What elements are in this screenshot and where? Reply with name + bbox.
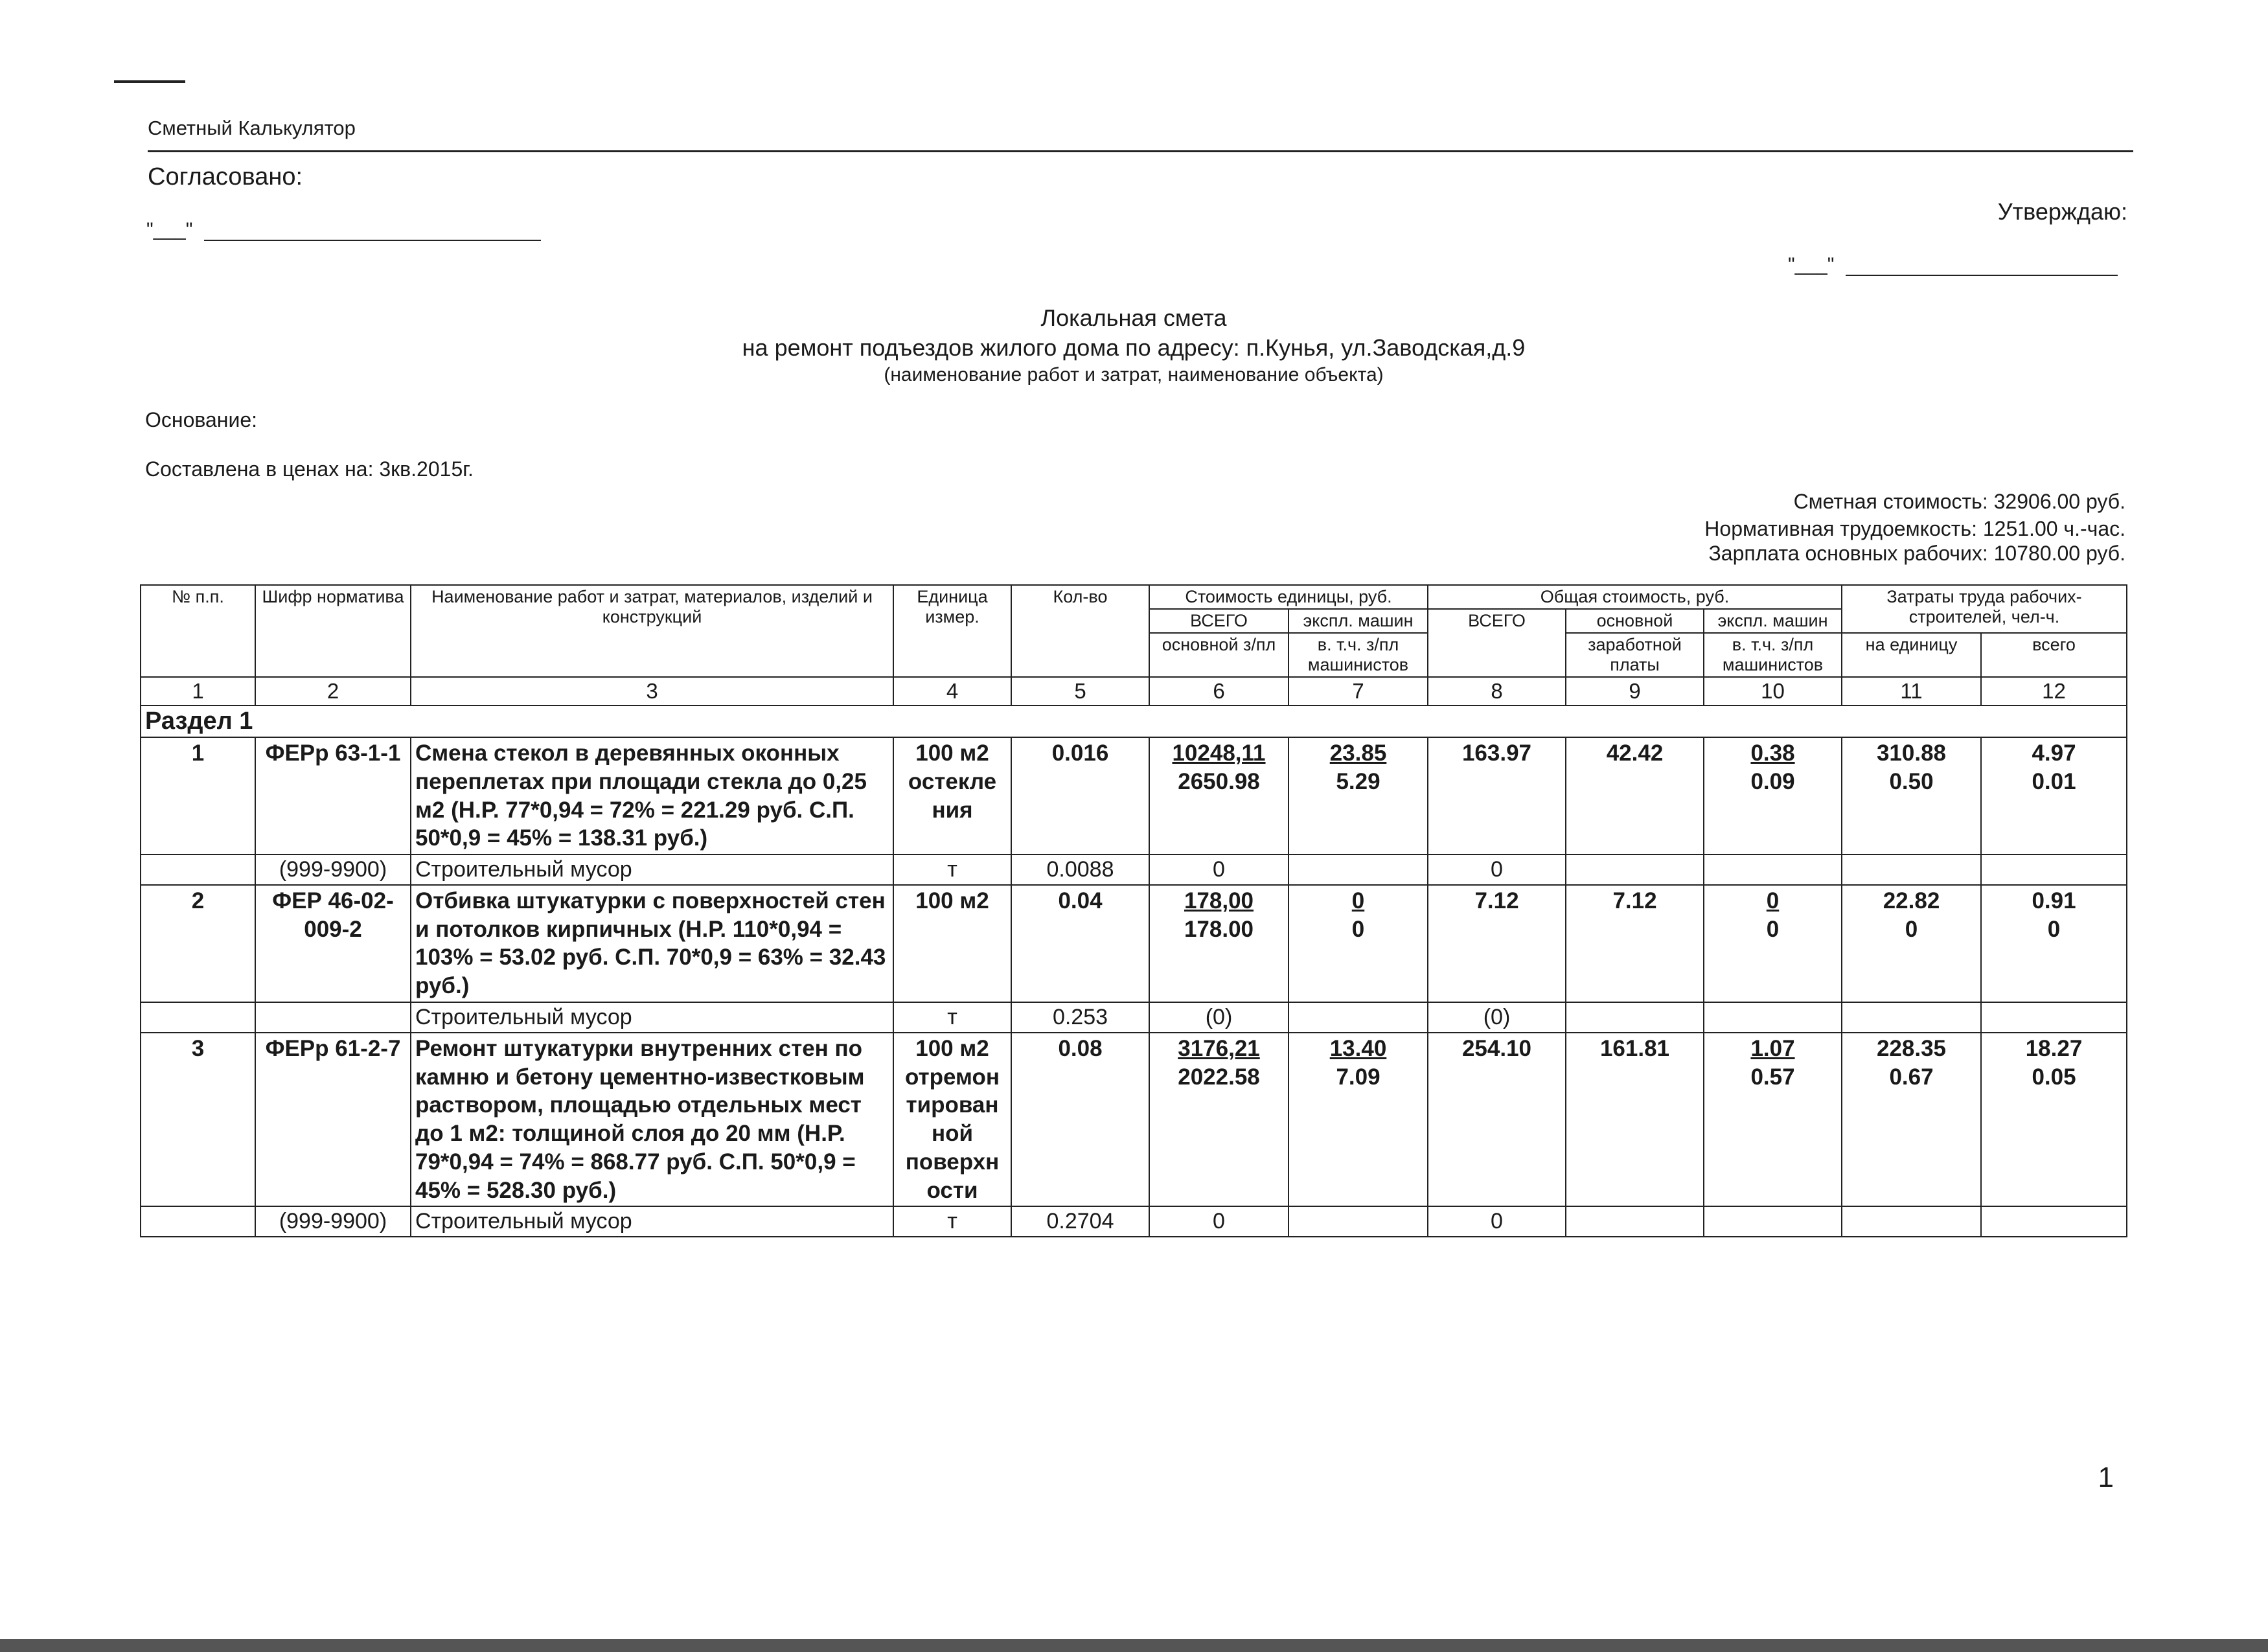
summary-wages: Зарплата основных рабочих: 10780.00 руб. [1708, 542, 2125, 565]
hdr-num: № п.п. [141, 585, 255, 677]
hdr-unit-mach: экспл. машин [1289, 609, 1428, 633]
hdr-unit-total: ВСЕГО [1149, 609, 1289, 633]
row-labor-unit [1842, 1033, 1981, 1207]
table-row [141, 885, 2127, 1002]
row-unit-cost [1149, 737, 1289, 855]
col-number: 4 [893, 677, 1011, 706]
unit-cost-total: 3176,21 [1178, 1035, 1260, 1061]
row-labor-total [1981, 737, 2127, 855]
sig-blank-left [204, 225, 541, 241]
row-code: ФЕРр 63-1-1 [255, 737, 411, 855]
sig-blank-right [1846, 260, 2118, 276]
col-number: 11 [1842, 677, 1981, 706]
header-divider [148, 150, 2133, 152]
waste-code [255, 1002, 411, 1033]
waste-qty: 0.253 [1011, 1002, 1149, 1033]
col-number: 10 [1704, 677, 1842, 706]
waste-total: (0) [1428, 1002, 1566, 1033]
sig-quote-right: "___" [1788, 254, 1835, 275]
prices-label: Составлена в ценах на: 3кв.2015г. [145, 457, 474, 481]
section-row [141, 706, 2127, 737]
agreed-label: Согласовано: [148, 163, 303, 190]
unit-cost-base: 2022.58 [1178, 1064, 1260, 1090]
document-title: Локальная смета [1040, 304, 1227, 331]
signature-line-left [146, 219, 541, 241]
row-labor-total [1981, 885, 2127, 1002]
summary-cost: Сметная стоимость: 32906.00 руб. [1793, 490, 2125, 513]
col-number: 7 [1289, 677, 1428, 706]
row-num: 3 [141, 1033, 255, 1207]
row-num: 2 [141, 885, 255, 1002]
sig-quote-left: "___" [146, 219, 193, 240]
unit-cost-total: 10248,11 [1172, 740, 1266, 766]
row-unit: 100 м2 отремон тирован ной поверхн ости [893, 1033, 1011, 1207]
row-unit-cost [1149, 885, 1289, 1002]
row-labor-unit [1842, 885, 1981, 1002]
estimate-table [140, 584, 2127, 1237]
row-total-mach [1704, 737, 1842, 855]
waste-code: (999-9900) [255, 855, 411, 885]
labor-total-b: 0 [2047, 916, 2061, 942]
section-title: Раздел 1 [141, 706, 2127, 737]
col-number: 2 [255, 677, 411, 706]
waste-total: 0 [1428, 855, 1566, 885]
labor-unit-a: 22.82 [1883, 888, 1940, 913]
header-row-1 [141, 585, 2127, 609]
unit-mach: 13.40 [1329, 1035, 1387, 1061]
row-qty: 0.08 [1011, 1033, 1149, 1207]
hdr-unit: Единица измер. [893, 585, 1011, 677]
col-number: 8 [1428, 677, 1566, 706]
waste-qty: 0.0088 [1011, 855, 1149, 885]
waste-name: Строительный мусор [411, 1206, 893, 1237]
total-mach: 0.38 [1750, 740, 1795, 766]
waste-name: Строительный мусор [411, 855, 893, 885]
unit-cost-base: 2650.98 [1178, 768, 1260, 794]
unit-mach: 0 [1351, 888, 1365, 913]
total-mach: 1.07 [1750, 1035, 1795, 1061]
row-name: Отбивка штукатурки с поверхностей стен и потолков кирпичных (Н.Р. 110*0,94 = 103% = 53.02 руб. С.П. 70*0,9 = 63% = 32.43 руб.) [411, 885, 893, 1002]
row-total-base: 42.42 [1566, 737, 1704, 855]
row-unit-mach [1289, 1033, 1428, 1207]
approve-label: Утверждаю: [1997, 198, 2127, 225]
waste-unit-cost: 0 [1149, 1206, 1289, 1237]
row-total-base: 161.81 [1566, 1033, 1704, 1207]
col-number: 12 [1981, 677, 2127, 706]
row-labor-total [1981, 1033, 2127, 1207]
row-num: 1 [141, 737, 255, 855]
row-unit-cost [1149, 1033, 1289, 1207]
total-mach-sub: 0 [1766, 916, 1780, 942]
unit-cost-base: 178.00 [1184, 916, 1254, 942]
hdr-qty: Кол-во [1011, 585, 1149, 677]
waste-total: 0 [1428, 1206, 1566, 1237]
labor-unit-b: 0 [1905, 916, 1918, 942]
row-total-mach [1704, 1033, 1842, 1207]
labor-unit-a: 310.88 [1876, 740, 1947, 766]
waste-code: (999-9900) [255, 1206, 411, 1237]
hdr-name: Наименование работ и затрат, материалов, изделий и конструкций [411, 585, 893, 677]
signature-line-right [1788, 254, 2118, 276]
row-qty: 0.016 [1011, 737, 1149, 855]
row-unit-mach [1289, 885, 1428, 1002]
hdr-unit-cost: Стоимость единицы, руб. [1149, 585, 1428, 609]
labor-total-b: 0.01 [2032, 768, 2076, 794]
col-number: 5 [1011, 677, 1149, 706]
summary-labor: Нормативная трудоемкость: 1251.00 ч.-час. [1704, 517, 2125, 540]
page-number: 1 [2098, 1462, 2114, 1493]
total-mach: 0 [1766, 888, 1780, 913]
row-total-all: 7.12 [1428, 885, 1566, 1002]
unit-mach: 23.85 [1329, 740, 1387, 766]
labor-total-a: 0.91 [2032, 888, 2076, 913]
waste-unit-cost: 0 [1149, 855, 1289, 885]
table-row-waste [141, 855, 2127, 885]
row-unit: 100 м2 [893, 885, 1011, 1002]
labor-total-a: 4.97 [2032, 740, 2076, 766]
basis-label: Основание: [145, 408, 258, 431]
column-number-row [141, 677, 2127, 706]
row-labor-unit [1842, 737, 1981, 855]
waste-qty: 0.2704 [1011, 1206, 1149, 1237]
row-qty: 0.04 [1011, 885, 1149, 1002]
hdr-total-mach: экспл. машин [1704, 609, 1842, 633]
row-name: Ремонт штукатурки внутренних стен по камню и бетону цементно-известковым раствором, площадью отдельных мест до 1 м2: толщиной слоя до 20 мм (Н.Р. 79*0,94 = 74% = 868.77 руб. С.П. 50*0,9 = 45% = 528.30 руб.) [411, 1033, 893, 1207]
row-unit: 100 м2 остекле ния [893, 737, 1011, 855]
waste-name: Строительный мусор [411, 1002, 893, 1033]
row-code: ФЕРр 61-2-7 [255, 1033, 411, 1207]
table-row [141, 1033, 2127, 1207]
total-mach-sub: 0.09 [1750, 768, 1795, 794]
col-number: 9 [1566, 677, 1704, 706]
hdr-labor-total: всего [1981, 633, 2127, 677]
hdr-total-base: заработной платы [1566, 633, 1704, 677]
waste-unit: т [893, 1206, 1011, 1237]
waste-unit: т [893, 855, 1011, 885]
labor-unit-a: 228.35 [1876, 1035, 1947, 1061]
labor-total-a: 18.27 [2025, 1035, 2083, 1061]
table-row-waste [141, 1002, 2127, 1033]
row-total-mach [1704, 885, 1842, 1002]
hdr-total-cost: Общая стоимость, руб. [1428, 585, 1842, 609]
hdr-total-all: ВСЕГО [1428, 609, 1566, 677]
col-number: 1 [141, 677, 255, 706]
unit-mach-sub: 0 [1351, 916, 1365, 942]
row-unit-mach [1289, 737, 1428, 855]
hdr-unit-mach-sub: в. т.ч. з/пл машинистов [1289, 633, 1428, 677]
row-total-all: 254.10 [1428, 1033, 1566, 1207]
unit-mach-sub: 7.09 [1336, 1064, 1380, 1090]
table-row-waste [141, 1206, 2127, 1237]
labor-total-b: 0.05 [2032, 1064, 2076, 1090]
corner-mark [114, 80, 185, 83]
row-name: Смена стекол в деревянных оконных переплетах при площади стекла до 0,25 м2 (Н.Р. 77*0,94 = 72% = 221.29 руб. С.П. 50*0,9 = 45% = 138.31 руб.) [411, 737, 893, 855]
unit-cost-total: 178,00 [1184, 888, 1254, 913]
labor-unit-b: 0.67 [1889, 1064, 1934, 1090]
hdr-labor: Затраты труда рабочих-строителей, чел-ч. [1842, 585, 2127, 633]
hdr-total-mach-sub: в. т.ч. з/пл машинистов [1704, 633, 1842, 677]
waste-unit: т [893, 1002, 1011, 1033]
app-title: Сметный Калькулятор [148, 117, 356, 139]
unit-mach-sub: 5.29 [1336, 768, 1380, 794]
waste-unit-cost: (0) [1149, 1002, 1289, 1033]
row-code: ФЕР 46-02-009-2 [255, 885, 411, 1002]
row-total-base: 7.12 [1566, 885, 1704, 1002]
row-total-all: 163.97 [1428, 737, 1566, 855]
total-mach-sub: 0.57 [1750, 1064, 1795, 1090]
labor-unit-b: 0.50 [1889, 768, 1934, 794]
col-number: 3 [411, 677, 893, 706]
col-number: 6 [1149, 677, 1289, 706]
hdr-code: Шифр норматива [255, 585, 411, 677]
scan-edge [0, 1639, 2268, 1652]
document-caption: (наименование работ и затрат, наименование объекта) [884, 364, 1384, 385]
table-row [141, 737, 2127, 855]
hdr-labor-unit: на единицу [1842, 633, 1981, 677]
document-subtitle: на ремонт подъездов жилого дома по адресу: п.Кунья, ул.Заводская,д.9 [742, 334, 1526, 361]
hdr-total-base-top: основной [1566, 609, 1704, 633]
hdr-unit-base: основной з/пл [1149, 633, 1289, 677]
